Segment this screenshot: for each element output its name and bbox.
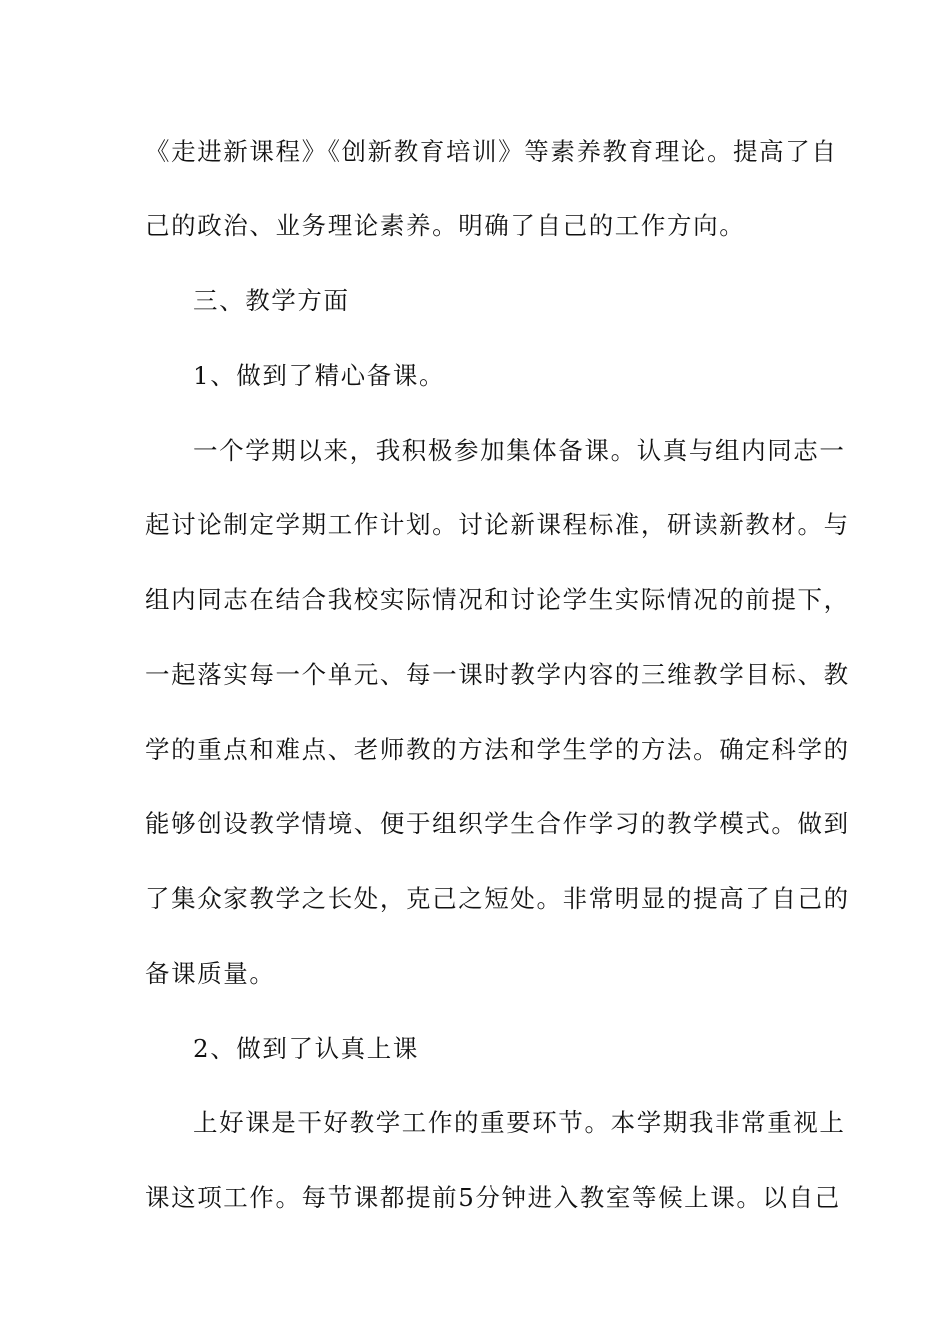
paragraph-line: 一个学期以来，我积极参加集体备课。认真与组内同志一	[193, 436, 846, 465]
paragraph-line: 了集众家教学之长处，克己之短处。非常明显的提高了自己的	[145, 884, 850, 913]
paragraph-line: 一起落实每一个单元、每一课时教学内容的三维教学目标、教	[145, 660, 850, 689]
text-line: 己的政治、业务理论素养。明确了自己的工作方向。	[145, 211, 746, 240]
subsection-heading: 1、做到了精心备课。	[193, 361, 446, 390]
paragraph-line: 学的重点和难点、老师教的方法和学生学的方法。确定科学的	[145, 735, 850, 764]
section-heading: 三、教学方面	[193, 286, 350, 315]
paragraph-line: 能够创设教学情境、便于组织学生合作学习的教学模式。做到	[145, 809, 850, 838]
paragraph-line: 备课质量。	[145, 959, 276, 988]
paragraph-line: 课这项工作。每节课都提前5分钟进入教室等候上课。以自己	[145, 1183, 841, 1212]
paragraph-line: 组内同志在结合我校实际情况和讨论学生实际情况的前提下，	[145, 585, 850, 614]
subsection-heading: 2、做到了认真上课	[193, 1034, 419, 1063]
paragraph-line: 上好课是干好教学工作的重要环节。本学期我非常重视上	[193, 1108, 846, 1137]
paragraph-line: 起讨论制定学期工作计划。讨论新课程标准，研读新教材。与	[145, 510, 850, 539]
text-line: 《走进新课程》《创新教育培训》等素养教育理论。提高了自	[145, 137, 838, 166]
